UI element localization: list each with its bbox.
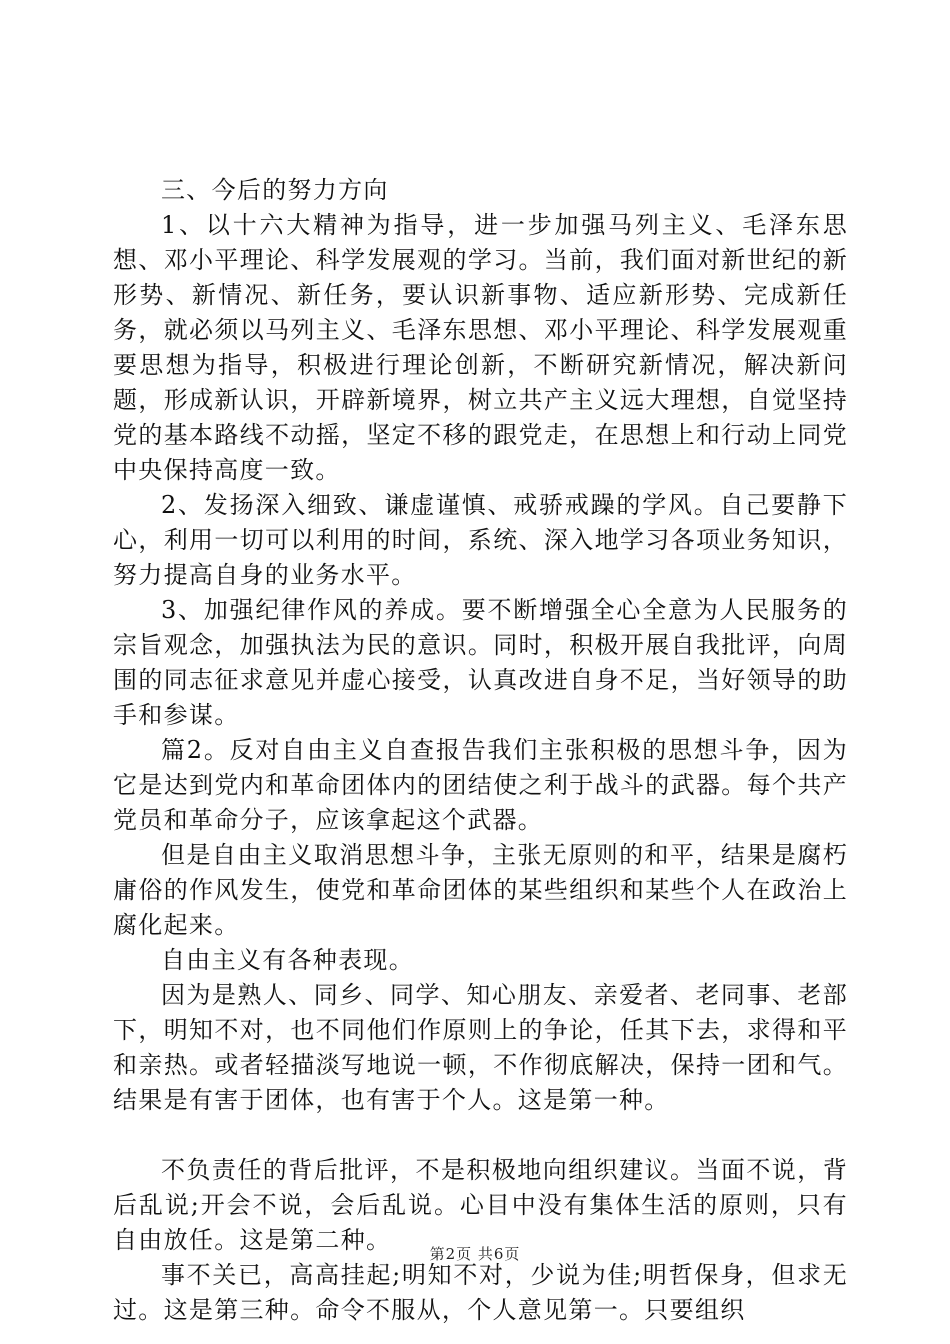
paragraph-9: 事不关已，高高挂起;明知不对，少说为佳;明哲保身，但求无过。这是第三种。命令不服从，个人意见第一。只要组织 (113, 1261, 848, 1324)
paragraph-8: 不负责任的背后批评，不是积极地向组织建议。当面不说，背后乱说;开会不说，会后乱说。心目中没有集体生活的原则，只有自由放任。这是第二种。 (113, 1156, 848, 1254)
section-heading: 三、今后的努力方向 (161, 176, 389, 204)
blank-line (113, 1118, 848, 1153)
paragraph-2: 2、发扬深入细致、谦虚谨慎、戒骄戒躁的学风。自己要静下心，利用一切可以利用的时间，系统、深入地学习各项业务知识，努力提高自身的业务水平。 (113, 491, 848, 589)
paragraph-3: 3、加强纪律作风的养成。要不断增强全心全意为人民服务的宗旨观念，加强执法为民的意识。同时，积极开展自我批评，向周围的同志征求意见并虚心接受，认真改进自身不足，当好领导的助手和参谋。 (113, 596, 848, 729)
paragraph-4: 篇2。反对自由主义自查报告我们主张积极的思想斗争，因为它是达到党内和革命团体内的团结使之利于战斗的武器。每个共产党员和革命分子，应该拿起这个武器。 (113, 736, 848, 834)
paragraph-7: 因为是熟人、同乡、同学、知心朋友、亲爱者、老同事、老部下，明知不对，也不同他们作原则上的争论，任其下去，求得和平和亲热。或者轻描淡写地说一顿，不作彻底解决，保持一团和气。结果是有害于团体，也有害于个人。这是第一种。 (113, 981, 848, 1114)
document-body (113, 173, 848, 1328)
paragraph-1: 1、以十六大精神为指导，进一步加强马列主义、毛泽东思想、邓小平理论、科学发展观的学习。当前，我们面对新世纪的新形势、新情况、新任务，要认识新事物、适应新形势、完成新任务，就必须以马列主义、毛泽东思想、邓小平理论、科学发展观重要思想为指导，积极进行理论创新，不断研究新情况，解决新问题，形成新认识，开辟新境界，树立共产主义远大理想，自觉坚持党的基本路线不动摇，坚定不移的跟党走，在思想上和行动上同党中央保持高度一致。 (113, 211, 848, 484)
page-number-footer: 第2页 共6页 (429, 1245, 521, 1263)
paragraph-5: 但是自由主义取消思想斗争，主张无原则的和平，结果是腐朽庸俗的作风发生，使党和革命团体的某些组织和某些个人在政治上腐化起来。 (113, 841, 848, 939)
paragraph-6: 自由主义有各种表现。 (161, 946, 414, 974)
